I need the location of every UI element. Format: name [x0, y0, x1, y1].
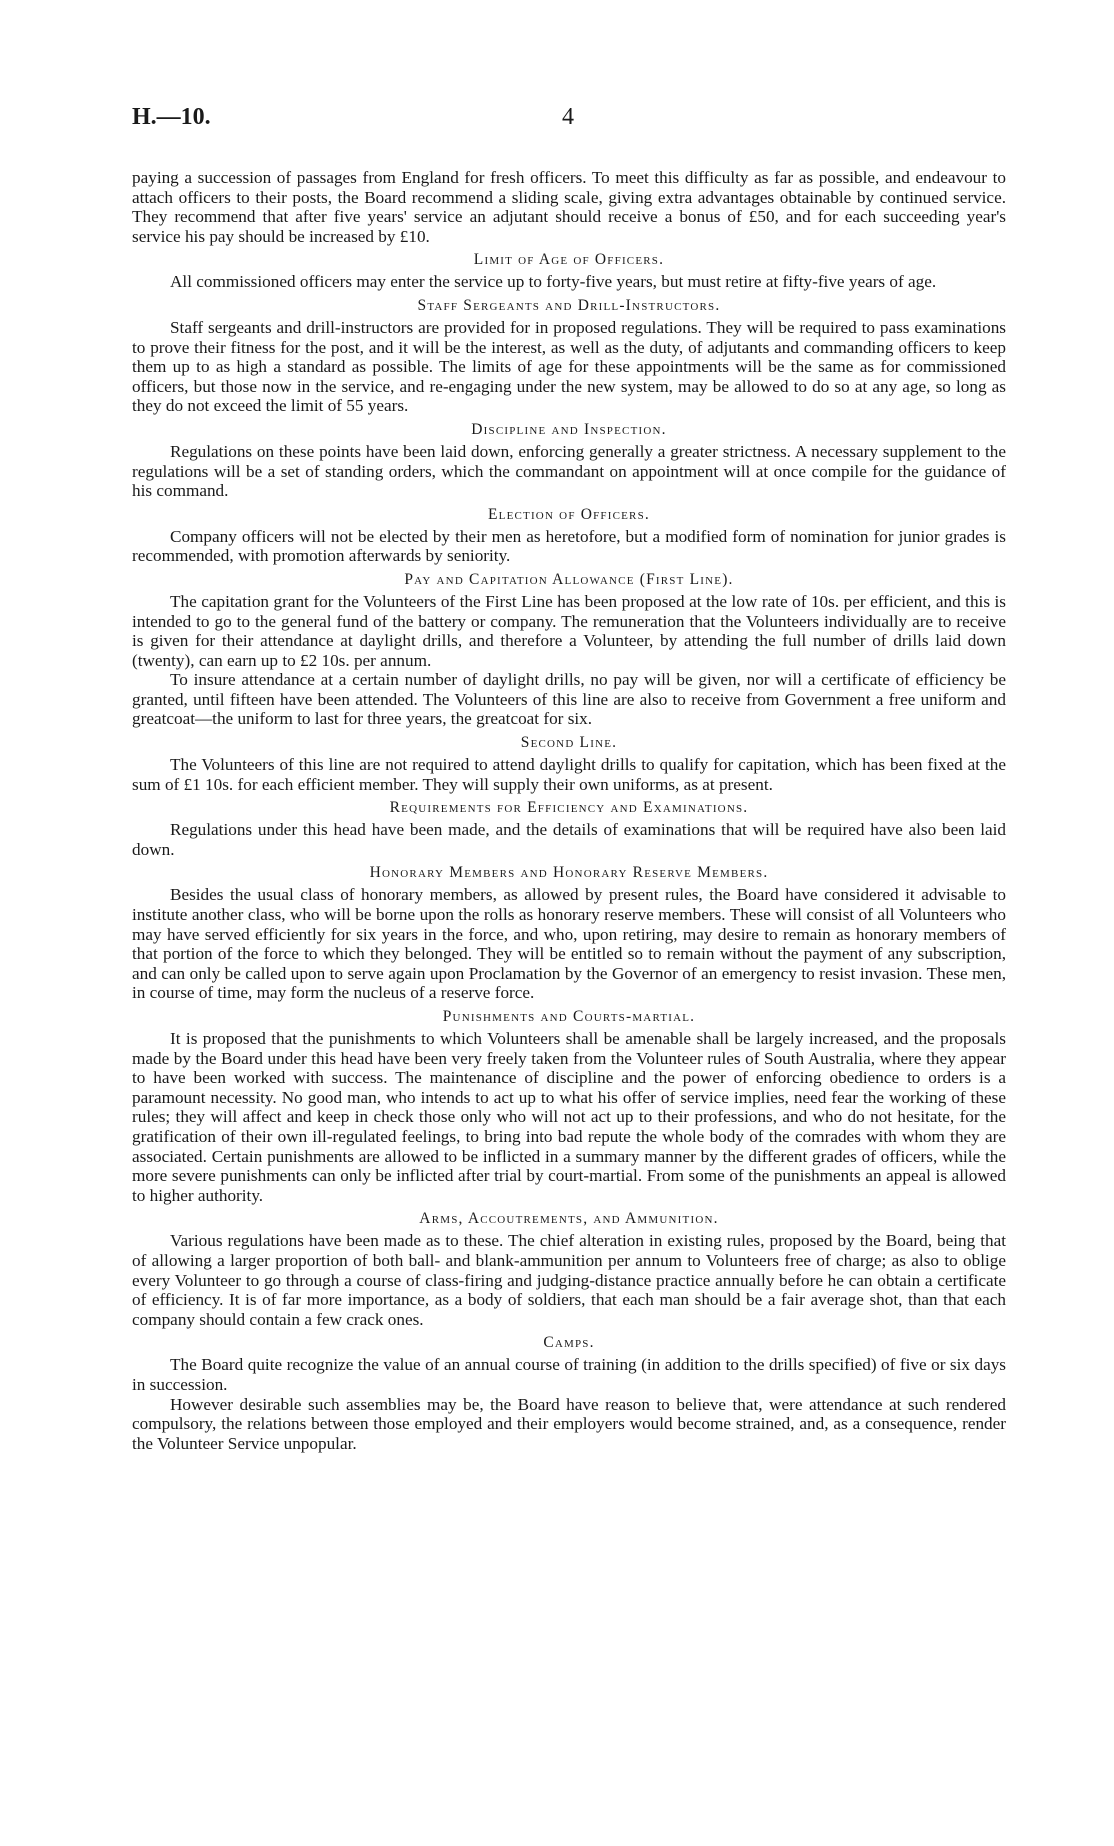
paragraph: The Volunteers of this line are not required to attend daylight drills to qualify for capitation, which has been fixed at the sum of £1 10s. for each efficient member. They will supply their own uniforms, as at present. [132, 755, 1006, 794]
document-reference: H.—10. [132, 104, 211, 130]
paragraph: The Board quite recognize the value of an annual course of training (in addition to the drills specified) of five or six days in succession. [132, 1355, 1006, 1394]
section-heading-second-line: Second Line. [520, 734, 618, 752]
paragraph: Various regulations have been made as to these. The chief alteration in existing rules, proposed by the Board, being that of allowing a larger proportion of both ball- and blank-ammunition per annum to Volunteers free of charge; as also to oblige every Volunteer to go through a course of class-firing and judging-distance practice annually before he can obtain a certificate of efficiency. It is of far more importance, as a body of soldiers, that each man should be a fair average shot, than that each company should contain a few crack ones. [132, 1231, 1006, 1329]
document-body [132, 168, 1006, 1453]
paragraph: To insure attendance at a certain number of daylight drills, no pay will be given, nor will a certificate of efficiency be granted, until fifteen have been attended. The Volunteers of this line are also to receive from Government a free uniform and greatcoat—the uniform to last for three years, the greatcoat for six. [132, 670, 1006, 729]
section-heading-punishments: Punishments and Courts-martial. [442, 1008, 696, 1025]
section-heading-discipline: Discipline and Inspection. [471, 420, 667, 438]
section-heading-staff-sergeants: Staff Sergeants and Drill-Instructors. [417, 296, 721, 314]
paragraph: However desirable such assemblies may be, the Board have reason to believe that, were attendance at such rendered compulsory, the relations between those employed and their employers would become strained, and, as a consequence, render the Volunteer Service unpopular. [132, 1394, 1006, 1453]
section-heading-requirements: Requirements for Efficiency and Examinations. [389, 799, 749, 817]
paragraph: Company officers will not be elected by their men as heretofore, but a modified form of nomination for junior grades is recommended, with promotion afterwards by seniority. [132, 526, 1006, 566]
paragraph: Staff sergeants and drill-instructors are provided for in proposed regulations. They will be required to pass examinations to prove their fitness for the post, and it will be the interest, as well as the duty, of adjutants and commanding officers to keep them up to as high a standard as possible. The limits of age for these appointments will be the same as for commissioned officers, but those now in the service, and re-engaging under the new system, may be allowed to do so at any age, so long as they do not exceed the limit of 55 years. [132, 317, 1006, 416]
paragraph: The capitation grant for the Volunteers of the First Line has been proposed at the low rate of 10s. per efficient, and this is intended to go to the general fund of the battery or company. The remuneration that the Volunteers individually are to receive is given for their attendance at daylight drills, and therefore a Volunteer, by attending the full number of drills laid down (twenty), can earn up to £2 10s. per annum. [132, 591, 1006, 670]
section-heading-honorary-members: Honorary Members and Honorary Reserve Members. [369, 864, 769, 882]
section-heading-election: Election of Officers. [487, 505, 650, 523]
paragraph: All commissioned officers may enter the service up to forty-five years, but must retire at fifty-five years of age. [170, 272, 937, 292]
section-heading-camps: Camps. [543, 1334, 595, 1352]
section-heading-pay-first-line: Pay and Capitation Allowance (First Line). [404, 570, 734, 588]
paragraph: Regulations under this head have been made, and the details of examinations that will be required have also been laid down. [132, 820, 1006, 859]
intro-paragraph: paying a succession of passages from England for fresh officers. To meet this difficulty as far as possible, and endeavour to attach officers to their posts, the Board recommend a sliding scale, giving extra advantages obtainable by continued service. They recommend that after five years' service an adjutant should receive a bonus of £50, and for each succeeding year's service his pay should be increased by £10. [132, 168, 1006, 246]
paragraph: It is proposed that the punishments to which Volunteers shall be amenable shall be largely increased, and the proposals made by the Board under this head have been very freely taken from the Volunteer rules of South Australia, where they appear to have been worked with success. The maintenance of discipline and the power of enforcing obedience to orders is a paramount necessity. No good man, who intends to act up to what his offer of service implies, need fear the working of these rules; they will affect and keep in check those only who will not act up to their professions, and who do not hesitate, for the gratification of their own ill-regulated feelings, to bring into bad repute the whole body of the comrades with whom they are associated. Certain punishments are allowed to be inflicted in a summary manner by the different grades of officers, while the more severe punishments can only be inflicted after trial by court-martial. From some of the punishments an appeal is allowed to higher authority. [132, 1029, 1006, 1205]
page-header [132, 104, 1012, 144]
page-number: 4 [562, 104, 574, 130]
paragraph: Besides the usual class of honorary members, as allowed by present rules, the Board have considered it advisable to institute another class, who will be borne upon the rolls as honorary reserve members. These will consist of all Volunteers who may have served efficiently for six years in the force, and who, upon retiring, may desire to remain as honorary members of that portion of the force to which they belonged. They will be entitled so to remain without the payment of any subscription, and can only be called upon to serve again upon Proclamation by the Governor of an emergency to resist invasion. These men, in course of time, may form the nucleus of a reserve force. [132, 885, 1006, 1003]
section-heading-limit-of-age: Limit of Age of Officers. [473, 251, 665, 269]
section-heading-arms: Arms, Accoutrements, and Ammunition. [419, 1210, 719, 1228]
paragraph: Regulations on these points have been laid down, enforcing generally a greater strictness. A necessary supplement to the regulations will be a set of standing orders, which the commandant on appointment will at once compile for the guidance of his command. [132, 441, 1006, 501]
